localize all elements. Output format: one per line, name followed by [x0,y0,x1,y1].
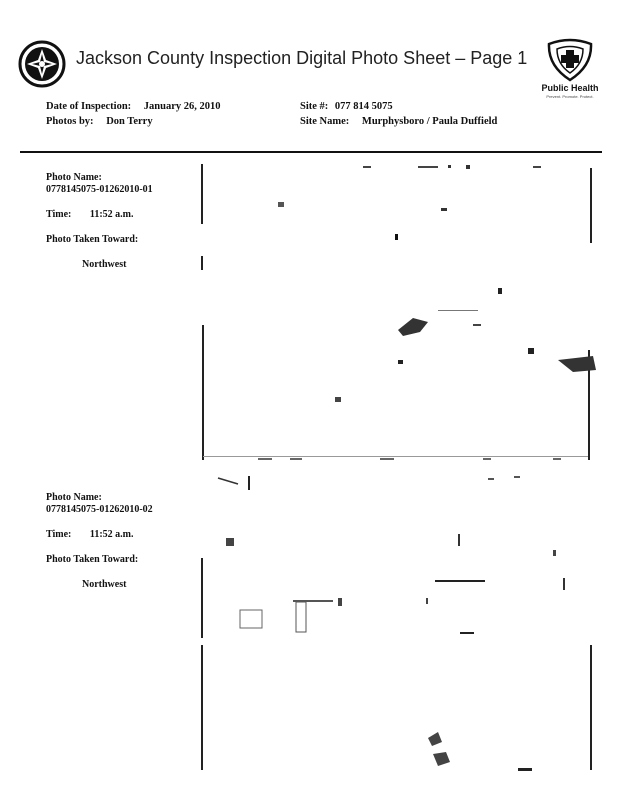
time-label: Time: [46,209,72,220]
site-name-value: Murphysboro / Paula Duffield [361,116,498,127]
site-number [300,101,393,112]
time-label: Time: [46,529,72,540]
date-value: January 26, 2010 [143,101,221,112]
toward-value: Northwest [82,579,127,590]
photos-by-value: Don Terry [106,116,153,127]
site-number-value: 077 814 5075 [334,101,393,112]
photo-name-value: 0778145075-01262010-02 [46,504,153,515]
photo-time [46,209,153,220]
fire-emblem-icon [18,40,66,88]
toward-value: Northwest [82,259,127,270]
time-value: 11:52 a.m. [89,209,134,220]
inspection-photo-2 [198,470,598,775]
photo-info-1 [46,172,153,270]
photos-by [46,116,153,127]
photo-info-2 [46,492,153,590]
page-title: Jackson County Inspection Digital Photo Sheet – Page 1 [76,48,528,68]
toward-label: Photo Taken Toward: [46,234,139,245]
site-name-label: Site Name: [300,116,350,127]
photo-name-value: 0778145075-01262010-01 [46,184,153,195]
time-value: 11:52 a.m. [89,529,134,540]
date-of-inspection [46,101,221,112]
public-health-logo-text: Public Health [541,83,599,93]
header-divider [20,151,602,153]
site-number-label: Site #: [300,101,329,112]
site-name [300,116,497,127]
date-label: Date of Inspection: [46,101,132,112]
inspection-photo-1 [198,160,598,465]
photo-name-label: Photo Name: [46,172,102,183]
photo-name-label: Photo Name: [46,492,102,503]
toward-label: Photo Taken Toward: [46,554,139,565]
photos-by-label: Photos by: [46,116,94,127]
photo-time [46,529,153,540]
public-health-logo-subtext: Prevent. Promote. Protect. [546,94,594,99]
public-health-shield-icon [545,38,595,82]
